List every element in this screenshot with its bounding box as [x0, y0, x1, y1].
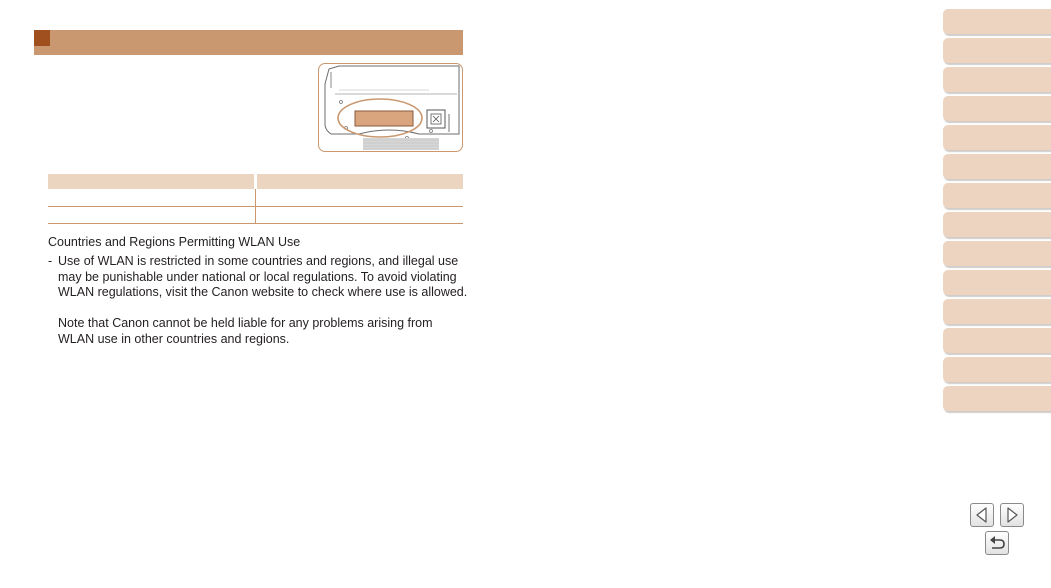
table-row-divider [48, 223, 463, 224]
section-header-bar [34, 30, 463, 55]
side-tab[interactable] [943, 38, 1051, 63]
camera-bottom-illustration [318, 63, 463, 152]
camera-drawing [319, 64, 463, 152]
wlan-restriction-paragraph: Use of WLAN is restricted in some countries and regions, and illegal use may be punishable under national or local regulations. To avoid violating WLAN regulations, visit the Canon website to check where use is allowed. [58, 254, 468, 300]
side-tab[interactable] [943, 67, 1051, 92]
triangle-left-icon [971, 504, 993, 526]
side-tab[interactable] [943, 96, 1051, 121]
table-header-col2 [257, 174, 463, 189]
table-cell [259, 189, 463, 206]
liability-paragraph: Note that Canon cannot be held liable for any problems arising from WLAN use in other countries and regions. [58, 316, 433, 346]
side-tab[interactable] [943, 9, 1051, 34]
side-tab[interactable] [943, 299, 1051, 324]
previous-page-button[interactable] [970, 503, 994, 527]
next-page-button[interactable] [1000, 503, 1024, 527]
side-tab[interactable] [943, 328, 1051, 353]
wlan-section-heading: Countries and Regions Permitting WLAN Use [48, 235, 301, 249]
table-header-col1 [48, 174, 254, 189]
side-tab[interactable] [943, 241, 1051, 266]
triangle-right-icon [1001, 504, 1023, 526]
side-tab[interactable] [943, 154, 1051, 179]
side-tab[interactable] [943, 357, 1051, 382]
section-header-marker [34, 30, 50, 46]
side-tab[interactable] [943, 386, 1051, 411]
table-cell [50, 189, 254, 206]
return-arrow-icon [986, 532, 1008, 554]
list-dash: - [48, 254, 53, 268]
side-tab[interactable] [943, 270, 1051, 295]
side-tab[interactable] [943, 125, 1051, 150]
return-button[interactable] [985, 531, 1009, 555]
side-tab[interactable] [943, 183, 1051, 208]
table-row-divider [48, 206, 463, 207]
side-tab[interactable] [943, 212, 1051, 237]
